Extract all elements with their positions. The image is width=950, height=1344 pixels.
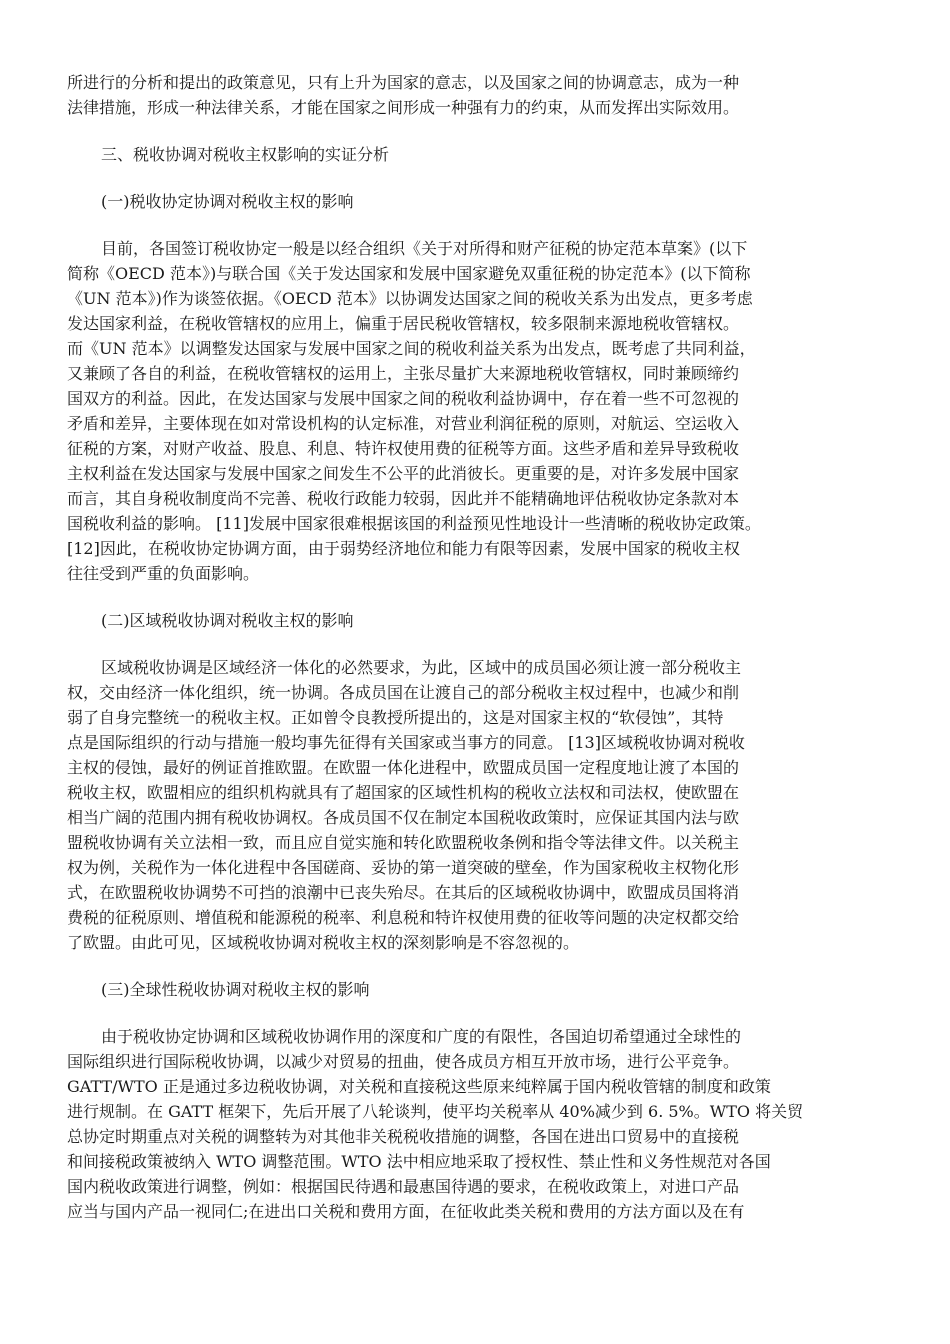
subsection-heading-1: (一)税收协定协调对税收主权的影响 bbox=[101, 192, 354, 211]
text-line: 权，交由经济一体化组织，统一协调。各成员国在让渡自己的部分税收主权过程中，也减少和削 bbox=[67, 683, 740, 702]
paragraph-regional bbox=[67, 655, 883, 955]
text-line: 发达国家利益，在税收管辖权的应用上，偏重于居民税收管辖权，较多限制来源地税收管辖权。 bbox=[67, 314, 740, 333]
text-line: 由于税收协定协调和区域税收协调作用的深度和广度的有限性，各国迫切希望通过全球性的 bbox=[101, 1027, 742, 1046]
subsection-heading-2: (二)区域税收协调对税收主权的影响 bbox=[101, 611, 354, 630]
text-line: 矛盾和差异，主要体现在如对常设机构的认定标准，对营业利润征税的原则，对航运、空运收入 bbox=[67, 414, 740, 433]
text-line: 式，在欧盟税收协调势不可挡的浪潮中已丧失殆尽。在其后的区域税收协调中，欧盟成员国将消 bbox=[67, 883, 740, 902]
text-line: 点是国际组织的行动与措施一般均事先征得有关国家或当事方的同意。 [13]区域税收协调对税收 bbox=[67, 733, 745, 752]
text-line: 往往受到严重的负面影响。 bbox=[67, 564, 260, 583]
paragraph-global bbox=[67, 1024, 883, 1224]
text-line: 目前，各国签订税收协定一般是以经合组织《关于对所得和财产征税的协定范本草案》(以下 bbox=[101, 239, 748, 258]
text-line: 《UN 范本》)作为谈签依据。《OECD 范本》以协调发达国家之间的税收关系为出发点，更多考虑 bbox=[67, 289, 753, 308]
text-line: 税收主权，欧盟相应的组织机构就具有了超国家的区域性机构的税收立法权和司法权，使欧盟在 bbox=[67, 783, 740, 802]
text-line: 又兼顾了各自的利益，在税收管辖权的运用上，主张尽量扩大来源地税收管辖权，同时兼顾缔约 bbox=[67, 364, 740, 383]
text-line: 主权的侵蚀，最好的例证首推欧盟。在欧盟一体化进程中，欧盟成员国一定程度地让渡了本国的 bbox=[67, 758, 740, 777]
document-page bbox=[67, 70, 883, 1224]
paragraph-continuation bbox=[67, 70, 883, 120]
text-line: GATT/WTO 正是通过多边税收协调，对关税和直接税这些原来纯粹属于国内税收管辖的制度和政策 bbox=[67, 1077, 771, 1096]
text-line: [12]因此，在税收协定协调方面，由于弱势经济地位和能力有限等因素，发展中国家的税收主权 bbox=[67, 539, 740, 558]
text-line: 弱了自身完整统一的税收主权。正如曾令良教授所提出的，这是对国家主权的“软侵蚀”，其特 bbox=[67, 708, 724, 727]
text-line: 简称《OECD 范本》)与联合国《关于发达国家和发展中国家避免双重征税的协定范本》(以下简称 bbox=[67, 264, 751, 283]
subsection-heading-3: (三)全球性税收协调对税收主权的影响 bbox=[101, 980, 370, 999]
text-line: 国税收利益的影响。 [11]发展中国家很难根据该国的利益预见性地设计一些清晰的税收协定政策。 bbox=[67, 514, 761, 533]
text-line: 国际组织进行国际税收协调，以减少对贸易的扭曲，使各成员方相互开放市场，进行公平竞争。 bbox=[67, 1052, 740, 1071]
text-line: 权为例，关税作为一体化进程中各国磋商、妥协的第一道突破的壁垒，作为国家税收主权物化形 bbox=[67, 858, 740, 877]
section-heading: 三、税收协调对税收主权影响的实证分析 bbox=[101, 145, 390, 164]
paragraph-tax-treaty bbox=[67, 236, 883, 586]
text-line: 盟税收协调有关立法相一致，而且应自觉实施和转化欧盟税收条例和指令等法律文件。以关税主 bbox=[67, 833, 740, 852]
text-line: 应当与国内产品一视同仁;在进出口关税和费用方面，在征收此类关税和费用的方法方面以及在有 bbox=[67, 1202, 745, 1221]
text-line: 国双方的利益。因此，在发达国家与发展中国家之间的税收利益协调中，存在着一些不可忽视的 bbox=[67, 389, 740, 408]
text-line: 而《UN 范本》以调整发达国家与发展中国家之间的税收利益关系为出发点，既考虑了共同利益， bbox=[67, 339, 756, 358]
text-line: 费税的征税原则、增值税和能源税的税率、利息税和特许权使用费的征收等问题的决定权都交给 bbox=[67, 908, 740, 927]
text-line: 主权利益在发达国家与发展中国家之间发生不公平的此消彼长。更重要的是，对许多发展中国家 bbox=[67, 464, 740, 483]
text-line: 征税的方案，对财产收益、股息、利息、特许权使用费的征税等方面。这些矛盾和差异导致税收 bbox=[67, 439, 740, 458]
text-line: 相当广阔的范围内拥有税收协调权。各成员国不仅在制定本国税收政策时，应保证其国内法与欧 bbox=[67, 808, 740, 827]
text-line: 总协定时期重点对关税的调整转为对其他非关税税收措施的调整，各国在进出口贸易中的直接税 bbox=[67, 1127, 740, 1146]
text-line: 和间接税政策被纳入 WTO 调整范围。WTO 法中相应地采取了授权性、禁止性和义务性规范对各国 bbox=[67, 1152, 771, 1171]
text-line: 区域税收协调是区域经济一体化的必然要求，为此，区域中的成员国必须让渡一部分税收主 bbox=[101, 658, 742, 677]
text-line: 国内税收政策进行调整，例如：根据国民待遇和最惠国待遇的要求，在税收政策上，对进口产品 bbox=[67, 1177, 740, 1196]
text-line: 进行规制。在 GATT 框架下，先后开展了八轮谈判，使平均关税率从 40%减少到 6. 5%。WTO 将关贸 bbox=[67, 1102, 804, 1121]
text-line: 而言，其自身税收制度尚不完善、税收行政能力较弱，因此并不能精确地评估税收协定条款对本 bbox=[67, 489, 740, 508]
text-line: 所进行的分析和提出的政策意见，只有上升为国家的意志，以及国家之间的协调意志，成为一种 bbox=[67, 73, 740, 92]
text-line: 法律措施，形成一种法律关系，才能在国家之间形成一种强有力的约束，从而发挥出实际效用。 bbox=[67, 98, 740, 117]
text-line: 了欧盟。由此可见，区域税收协调对税收主权的深刻影响是不容忽视的。 bbox=[67, 933, 580, 952]
